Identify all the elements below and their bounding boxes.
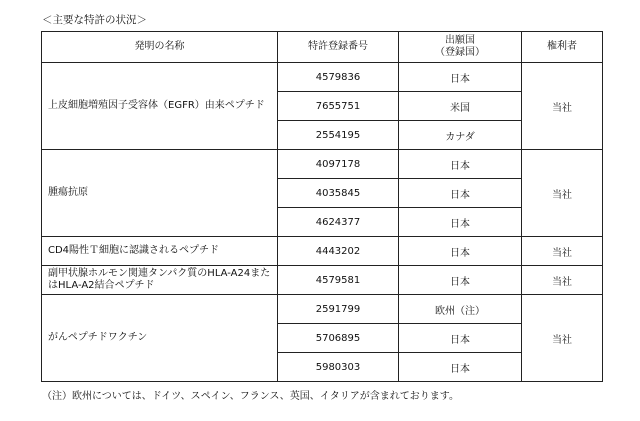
invention-name-cell: 副甲状腺ホルモン関連タンパク質のHLA-A24またはHLA-A2結合ペプチド <box>42 266 278 295</box>
header-holder: 権利者 <box>522 32 603 63</box>
holder-cell: 当社 <box>522 295 603 382</box>
holder-cell: 当社 <box>522 266 603 295</box>
patent-number-cell: 4443202 <box>278 237 399 266</box>
country-cell: 日本 <box>399 179 522 208</box>
country-cell: 日本 <box>399 353 522 382</box>
patent-number-cell: 2554195 <box>278 121 399 150</box>
patent-number-cell: 4035845 <box>278 179 399 208</box>
country-cell: 日本 <box>399 150 522 179</box>
header-country-line1: 出願国 <box>445 35 475 46</box>
patent-number-cell: 7655751 <box>278 92 399 121</box>
country-cell: 日本 <box>399 63 522 92</box>
patent-table <box>41 31 603 382</box>
country-cell: 米国 <box>399 92 522 121</box>
header-country <box>399 32 522 63</box>
patent-number-cell: 5980303 <box>278 353 399 382</box>
header-country-line2: （登録国） <box>435 47 485 58</box>
invention-name-cell: 上皮細胞増殖因子受容体（EGFR）由来ペプチド <box>42 63 278 150</box>
holder-cell: 当社 <box>522 63 603 150</box>
holder-cell: 当社 <box>522 237 603 266</box>
footnote: （注）欧州については、ドイツ、スペイン、フランス、英国、イタリアが含まれております。 <box>42 391 459 402</box>
invention-name-cell: がんペプチドワクチン <box>42 295 278 382</box>
patent-number-cell: 2591799 <box>278 295 399 324</box>
patent-number-cell: 5706895 <box>278 324 399 353</box>
country-cell: 日本 <box>399 324 522 353</box>
country-cell: 欧州（注） <box>399 295 522 324</box>
header-patent-number: 特許登録番号 <box>278 32 399 63</box>
table-row <box>42 295 603 324</box>
patent-number-cell: 4579581 <box>278 266 399 295</box>
table-header-row <box>42 32 603 63</box>
table-row <box>42 63 603 92</box>
table-row <box>42 266 603 295</box>
table-row <box>42 237 603 266</box>
table-row <box>42 150 603 179</box>
country-cell: 日本 <box>399 208 522 237</box>
patent-number-cell: 4097178 <box>278 150 399 179</box>
holder-cell: 当社 <box>522 150 603 237</box>
country-cell: カナダ <box>399 121 522 150</box>
header-invention-name: 発明の名称 <box>42 32 278 63</box>
patent-number-cell: 4579836 <box>278 63 399 92</box>
table-caption: ＜主要な特許の状況＞ <box>42 14 147 26</box>
invention-name-cell: CD4陽性Ｔ細胞に認識されるペプチド <box>42 237 278 266</box>
country-cell: 日本 <box>399 237 522 266</box>
country-cell: 日本 <box>399 266 522 295</box>
patent-number-cell: 4624377 <box>278 208 399 237</box>
invention-name-cell: 腫瘍抗原 <box>42 150 278 237</box>
